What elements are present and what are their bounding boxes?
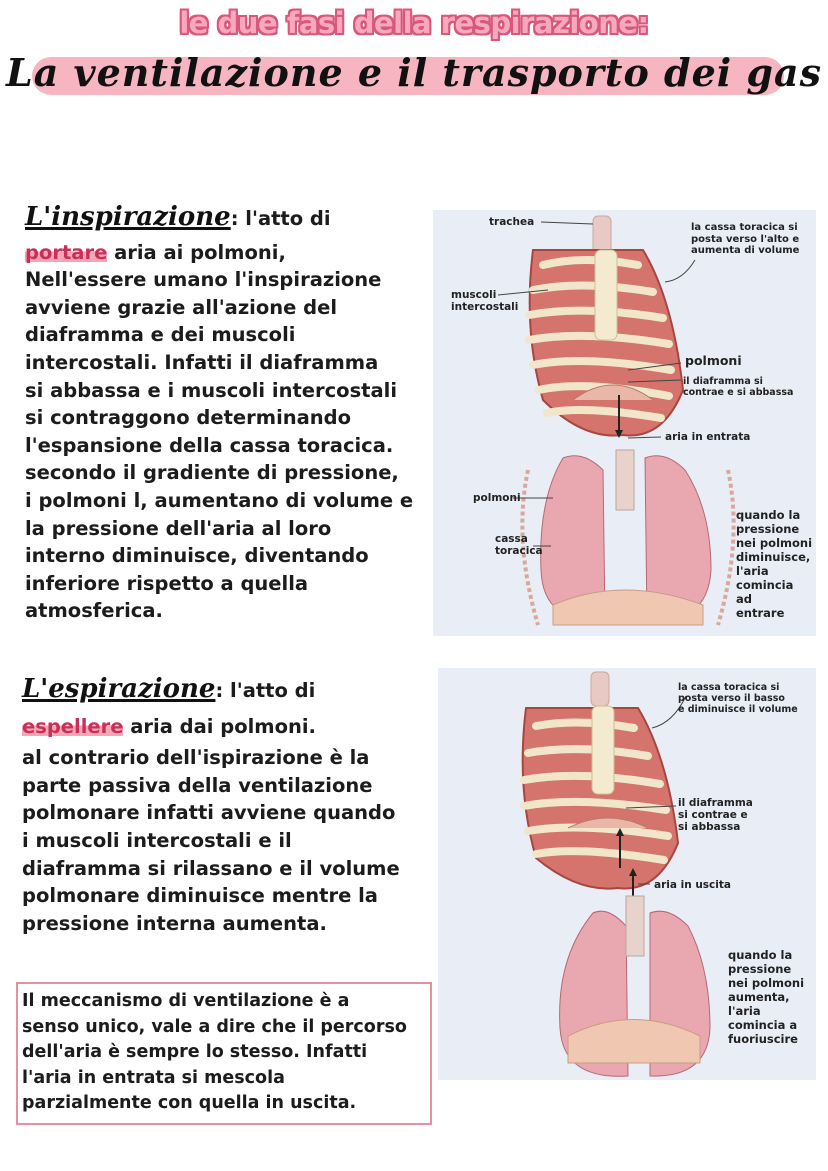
page-supertitle: le due fasi della respirazione: <box>179 6 649 40</box>
label-diaframma-2: il diaframma si contrae e si abbassa <box>678 797 753 833</box>
espirazione-highlight: espellere <box>22 714 124 738</box>
label-polmoni-bottom: polmoni <box>473 492 521 504</box>
text-line: polmonare infatti avviene quando <box>22 801 396 825</box>
label-aria-uscita: aria in uscita <box>654 879 731 891</box>
text-line: dell'aria è sempre lo stesso. Infatti <box>22 1042 368 1062</box>
inspirazione-body <box>25 266 430 625</box>
label-cassa-top: la cassa toracica si posta verso l'alto e aumenta di volume <box>691 222 800 256</box>
text-line: al contrario dell'ispirazione è la <box>22 746 370 770</box>
text-line: i muscoli intercostali e il <box>22 828 292 852</box>
label-diaframma: il diaframma si contrae e si abbassa <box>683 376 794 398</box>
text-line: parzialmente con quella in uscita. <box>22 1093 357 1113</box>
text-line: atmosferica. <box>25 599 163 623</box>
espirazione-definition <box>22 713 432 741</box>
text-line: secondo il gradiente di pressione, <box>25 461 399 485</box>
inspiration-figure <box>433 210 816 636</box>
label-cassa-top-2: la cassa toracica si posta verso il basso e diminuisce il volume <box>678 682 798 715</box>
text-line: avviene grazie all'azione del <box>25 295 338 319</box>
summary-box <box>16 982 432 1125</box>
label-cassa-toracica: cassa toracica <box>495 533 543 557</box>
page-title: La ventilazione e il trasporto dei gas <box>5 50 823 95</box>
text-line: la pressione dell'aria al loro <box>25 516 332 540</box>
text-line: i polmoni l, aumentano di volume e <box>25 488 414 512</box>
espirazione-heading-rest: : l'atto di <box>215 679 316 702</box>
text-line: l'espansione della cassa toracica. <box>25 433 394 457</box>
inspirazione-section <box>25 204 430 625</box>
text-line: intercostali. Infatti il diaframma <box>25 350 379 374</box>
espirazione-definition-rest: aria dai polmoni. <box>123 714 316 738</box>
text-line: si contraggono determinando <box>25 406 352 430</box>
label-polmoni-top: polmoni <box>685 353 742 368</box>
espirazione-body <box>22 744 432 937</box>
text-line: senso unico, vale a dire che il percorso <box>22 1016 407 1037</box>
text-line: parte passiva della ventilazione <box>22 773 373 797</box>
text-line: polmonare diminuisce mentre la <box>22 884 378 908</box>
text-line: si abbassa e i muscoli intercostali <box>25 378 398 402</box>
inspirazione-definition-rest: aria ai polmoni, <box>107 240 286 264</box>
inspirazione-heading-rest: : l'atto di <box>230 207 331 230</box>
label-quando-espira: quando la pressione nei polmoni aumenta, l'aria comincia a fuoriuscire <box>728 948 805 1046</box>
inspirazione-heading: L'inspirazione <box>25 202 231 232</box>
inspirazione-heading-line <box>25 204 430 233</box>
text-line: interno diminuisce, diventando <box>25 544 369 568</box>
text-line: diaframma e dei muscoli <box>25 323 296 347</box>
inspirazione-definition <box>25 239 430 267</box>
label-muscoli: muscoli intercostali <box>451 289 519 313</box>
inspirazione-highlight: portare <box>25 240 108 264</box>
espirazione-section <box>22 676 432 937</box>
label-aria-entrata: aria in entrata <box>665 431 751 443</box>
label-trachea: trachea <box>489 216 535 228</box>
text-line: Il meccanismo di ventilazione è a <box>22 991 350 1011</box>
text-line: diaframma si rilassano e il volume <box>22 856 400 880</box>
text-line: pressione interna aumenta. <box>22 911 327 935</box>
text-line: Nell'essere umano l'inspirazione <box>25 268 382 292</box>
text-line: l'aria in entrata si mescola <box>22 1067 285 1088</box>
expiration-figure <box>438 668 816 1080</box>
label-quando-inspira: quando la pressione nei polmoni diminuisce, l'aria comincia ad entrare <box>736 508 813 620</box>
espirazione-heading-line <box>22 676 432 705</box>
text-line: inferiore rispetto a quella <box>25 571 309 595</box>
espirazione-heading: L'espirazione <box>22 674 216 704</box>
